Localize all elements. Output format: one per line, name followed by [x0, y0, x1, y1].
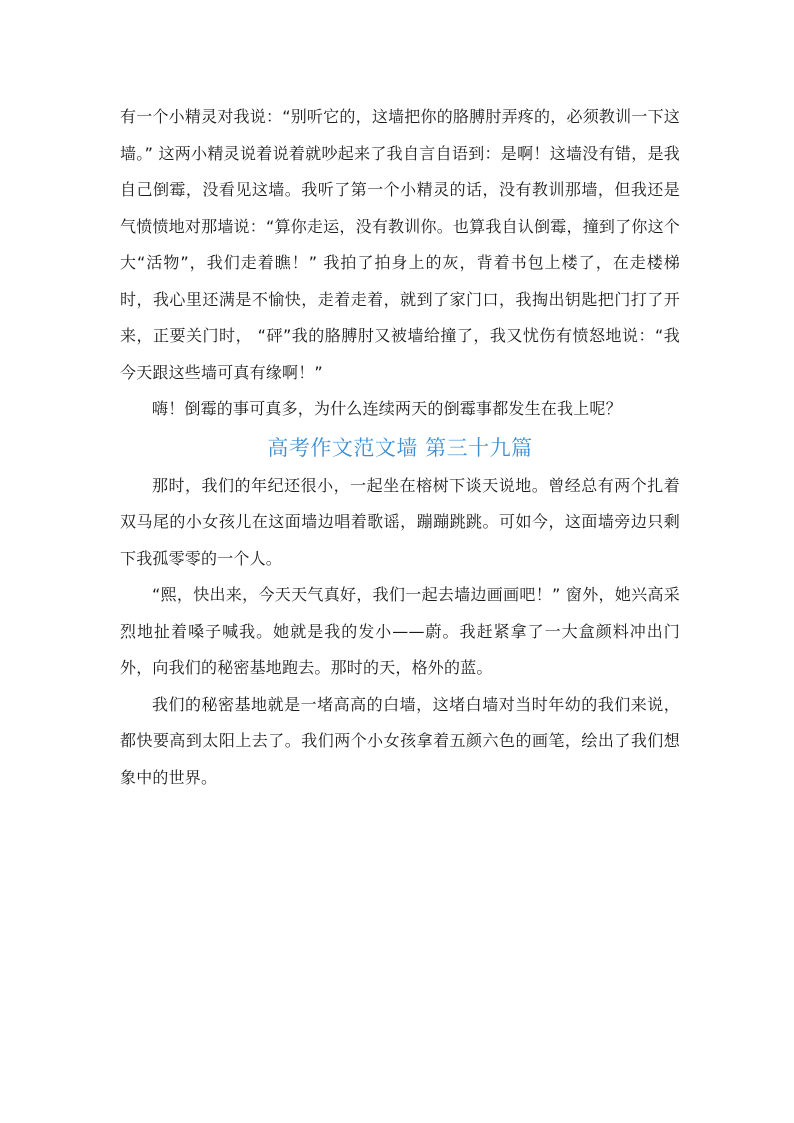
- story-paragraph-sigh: 嗨！倒霉的事可真多，为什么连续两天的倒霉事都发生在我上呢？: [152, 399, 622, 418]
- document-body: [120, 99, 680, 796]
- story-paragraph-continued: 有一个小精灵对我说：“别听它的，这墙把你的胳膊肘弄疼的，必须教训一下这墙。” 这两小精灵说着说着就吵起来了我自言自语到：是啊！这墙没有错，是我自己倒霉，没看见这墙。我听了第一个小精灵的话，没有教训那墙，但我还是气愤愤地对那墙说：“算你走运，没有教训你。也算我自认倒霉，撞到了你这个大“活物”，我们走着瞧！” 我拍了拍身上的灰，背着书包上楼了，在走楼梯时，我心里还满是不愉快，走着走着，就到了家门口，我掏出钥匙把门打了开来，正要关门时， “砰”我的胳膊肘又被墙给撞了，我又忧伤有愤怒地说：“我今天跟这些墙可真有缘啊！”: [120, 107, 680, 382]
- essay-paragraph-1: 那时，我们的年纪还很小，一起坐在榕树下谈天说地。曾经总有两个扎着双马尾的小女孩儿在这面墙边唱着歌谣，蹦蹦跳跳。可如今，这面墙旁边只剩下我孤零零的一个人。: [120, 475, 680, 568]
- essay-paragraph-3: 我们的秘密基地就是一堵高高的白墙，这堵白墙对当时年幼的我们来说，都快要高到太阳上去了。我们两个小女孩拿着五颜六色的画笔，绘出了我们想象中的世界。: [120, 694, 680, 787]
- essay-paragraph-2: “熙，快出来，今天天气真好，我们一起去墙边画画吧！” 窗外，她兴高采烈地扯着嗓子喊我。她就是我的发小——蔚。我赶紧拿了一大盒颜料冲出门外，向我们的秘密基地跑去。那时的天，格外的蓝。: [120, 585, 680, 677]
- section-title: 高考作文范文墙 第三十九篇: [267, 435, 533, 460]
